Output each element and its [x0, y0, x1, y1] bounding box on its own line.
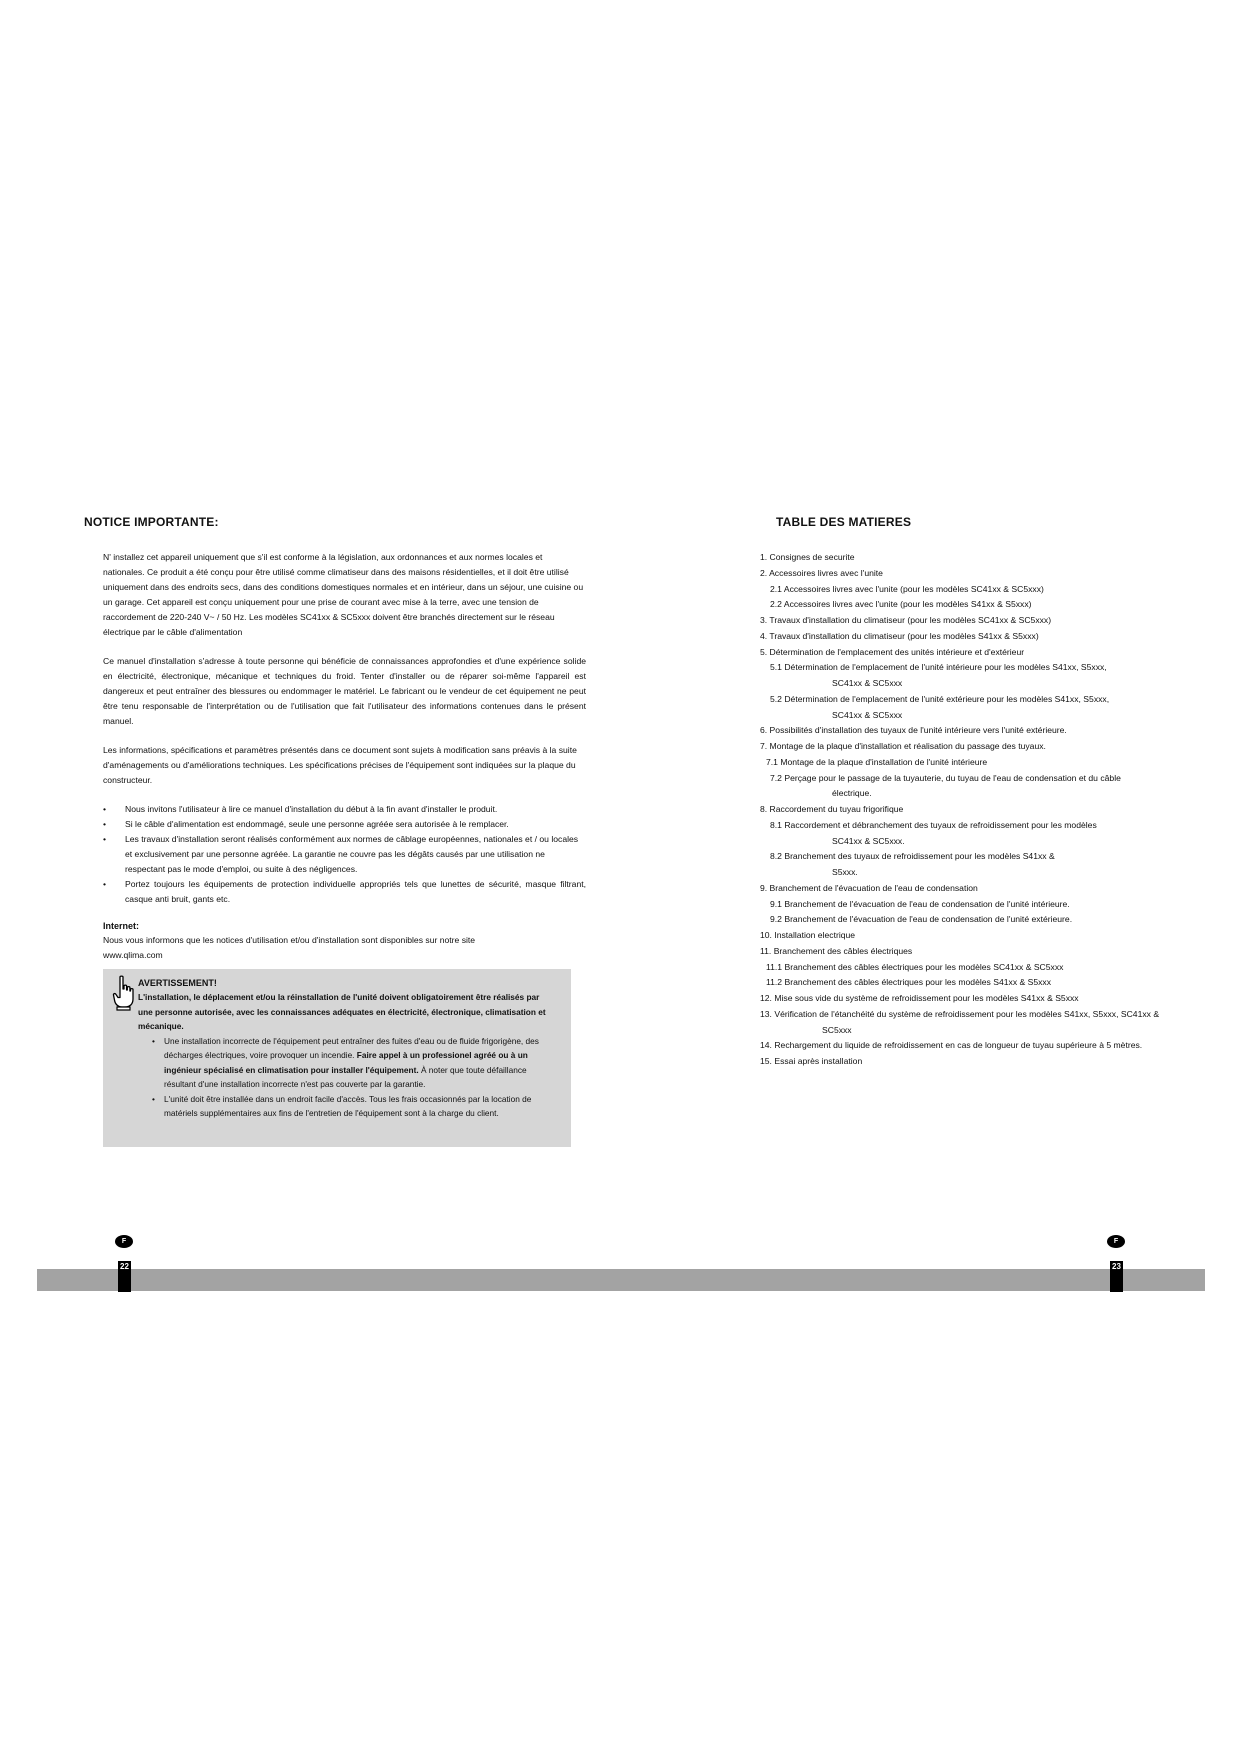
footer-band — [37, 1269, 1205, 1291]
toc-item: 9.1 Branchement de l'évacuation de l'eau de condensation de l'unité intérieure. — [770, 898, 1070, 909]
warning-bullet-1-text: Une installation incorrecte de l'équipement peut entraîner des fuites d'eau ou de fluide frigorigène, des décharges électriques, voire provoquer un incendie. — [164, 1035, 539, 1060]
toc-item: 8.2 Branchement des tuyaux de refroidissement pour les modèles S41xx & S5xxx. — [770, 851, 1055, 877]
toc-item: 3. Travaux d'installation du climatiseur (pour les modèles SC41xx & SC5xxx) — [760, 615, 1052, 625]
toc-item: 11.1 Branchement des câbles électriques pour les modèles SC41xx & SC5xxx — [766, 961, 1064, 972]
notice-body — [103, 550, 586, 963]
warning-bullet-1-emphasis: Faire appel à un professionel agréé ou à un ingénieur spécialisé en climatisation pour installer l'équipement. — [164, 1050, 528, 1075]
warning-bullet-1-note: À noter que toute défaillance résultant d'une installation incorrecte n'est pas couverte par la garantie. — [164, 1064, 527, 1089]
toc-item: 4. Travaux d'installation du climatiseur (pour les modèles S41xx & S5xxx) — [760, 630, 1039, 641]
toc-item: 14. Rechargement du liquide de refroidissement en cas de longueur de tuyau supérieure à 5 mètres. — [760, 1040, 1143, 1051]
page-number-left — [118, 1261, 131, 1292]
toc-item: 13. Vérification de l'étanchéité du système de refroidissement pour les modèles S41xx, S5xxx, SC41xx & SC5xxx — [760, 1008, 1160, 1035]
toc-item: 2.1 Accessoires livres avec l'unite (pour les modèles SC41xx & SC5xxx) — [770, 583, 1044, 594]
language-badge-right: F — [1107, 1235, 1125, 1248]
notice-paragraph-2: Ce manuel d'installation s'adresse à toute personne qui bénéficie de connaissances approfondies et d'une expérience solide en électricité, électronique, mécanique et techniques du froid. Tenter d'installer ou de réparer soi-même l'appareil est dangereux et peut entraîner des blessures ou endommager le matériel. Le fabricant ou le vendeur de cet équipement ne peut être tenu responsable de l'interprétation ou de l'utilisation que fait l'utilisateur des informations contenues dans le présent manuel. — [103, 656, 586, 726]
warning-title: AVERTISSEMENT! — [138, 978, 217, 988]
notice-paragraph-1: N' installez cet appareil uniquement que s'il est conforme à la législation, aux ordonnances et aux normes locales et nationales. Ce produit a été conçu pour être utilisé comme climatiseur dans des maisons résidentielles, et il doit être utilisé uniquement dans des endroits secs, dans des conditions domestiques normales et en intérieur, dans un séjour, une cuisine ou un garage. Cet appareil est conçu uniquement pour une prise de courant avec mise à la terre, avec une tension de raccordement de 220-240 V~ / 50 Hz. Les modèles SC41xx & SC5xxx doivent être branchés directement sur le réseau électrique par le câble d'alimentation — [103, 552, 584, 637]
internet-text: Nous vous informons que les notices d'utilisation et/ou d'installation sont disponibles sur notre site — [103, 935, 476, 945]
page-number-right — [1110, 1261, 1123, 1292]
warning-intro: L'installation, le déplacement et/ou la réinstallation de l'unité doivent obligatoirement être réalisés par une personne autorisée, avec les connaissances adéquates en électricité, électronique, climatisation et mécanique. — [138, 992, 546, 1031]
page-number-left-text: 22 — [120, 1262, 129, 1271]
toc-item: 5.2 Détermination de l'emplacement de l'unité extérieure pour les modèles S41xx, S5xxx, SC41xx & SC5xxx — [770, 693, 1110, 720]
notice-bullet: • Portez toujours les équipements de protection individuelle appropriés tels que lunettes de sécurité, masque filtrant, casque anti bruit, gants etc. — [103, 877, 586, 907]
pointing-hand-icon — [111, 975, 135, 1011]
toc-item: 7.2 Perçage pour le passage de la tuyauterie, du tuyau de l'eau de condensation et du câble électrique. — [770, 772, 1121, 799]
internet-label: Internet: — [103, 921, 139, 931]
toc-item: 9.2 Branchement de l'évacuation de l'eau de condensation de l'unité extérieure. — [770, 914, 1073, 925]
internet-url-link[interactable]: www.qlima.com — [103, 950, 163, 960]
page-title-toc: TABLE DES MATIERES — [776, 515, 912, 529]
page-number-right-text: 23 — [1112, 1262, 1121, 1271]
toc-item: 11.2 Branchement des câbles électriques pour les modèles S41xx & S5xxx — [766, 977, 1052, 988]
toc-item: 15. Essai après installation — [760, 1056, 863, 1066]
language-badge-left: F — [115, 1235, 133, 1248]
notice-bullet: • Nous invitons l'utilisateur à lire ce manuel d'installation du début à la fin avant d'installer le produit. — [103, 802, 586, 817]
notice-bullet: • Si le câble d'alimentation est endommagé, seule une personne agréée sera autorisée à le remplacer. — [103, 817, 586, 832]
warning-bullet-list — [138, 1034, 556, 1121]
warning-bullet — [152, 1034, 556, 1092]
toc-item: 2.2 Accessoires livres avec l'unite (pour les modèles S41xx & S5xxx) — [770, 599, 1032, 610]
notice-bullet-list — [103, 802, 586, 907]
toc-item: 2. Accessoires livres avec l'unite — [760, 567, 883, 578]
toc-item: 5.1 Détermination de l'emplacement de l'unité intérieure pour les modèles S41xx, S5xxx, SC41xx & SC5xxx — [770, 662, 1107, 688]
page-title-notice: NOTICE IMPORTANTE: — [84, 515, 219, 529]
toc-item: 11. Branchement des câbles électriques — [760, 945, 913, 956]
notice-bullet: • Les travaux d'installation seront réalisés conformément aux normes de câblage européennes, nationales et / ou locales et exclusivement par une personne agréée. La garantie ne couvre pas les dégâts causés par une utilisation ne respectant pas le mode d'emploi, ou suite à des négligences. — [103, 832, 586, 877]
toc-item: 12. Mise sous vide du système de refroidissement pour les modèles S41xx & S5xxx — [760, 993, 1079, 1003]
toc-item: 7.1 Montage de la plaque d'installation de l'unité intérieure — [766, 756, 988, 767]
toc-item: 7. Montage de la plaque d'installation et réalisation du passage des tuyaux. — [760, 741, 1046, 751]
toc-item: 5. Détermination de l'emplacement des unités intérieure et d'extérieur — [760, 646, 1025, 657]
toc-item: 8.1 Raccordement et débranchement des tuyaux de refroidissement pour les modèles SC41xx & SC5xxx. — [770, 819, 1097, 846]
toc-item: 10. Installation electrique — [760, 930, 856, 940]
toc-item: 9. Branchement de l'évacuation de l'eau de condensation — [760, 882, 978, 893]
warning-box — [103, 969, 571, 1147]
toc-item: 8. Raccordement du tuyau frigorifique — [760, 804, 904, 814]
toc-item: 1. Consignes de securite — [760, 552, 855, 562]
toc-item: 6. Possibilités d'installation des tuyaux de l'unité intérieure vers l'unité extérieure. — [760, 725, 1067, 736]
warning-content — [138, 976, 556, 1121]
notice-paragraph-3: Les informations, spécifications et paramètres présentés dans ce document sont sujets à modification sans préavis à la suite d'aménagements ou d'améliorations techniques. Les spécifications précises de l'équipement sont indiquées sur la plaque du constructeur. — [103, 745, 577, 785]
warning-bullet: • L'unité doit être installée dans un endroit facile d'accès. Tous les frais occasionnés par la location de matériels supplémentaires aux fins de l'entretien de l'équipement sont à la charge du client. — [152, 1092, 556, 1121]
table-of-contents — [760, 550, 1160, 1070]
